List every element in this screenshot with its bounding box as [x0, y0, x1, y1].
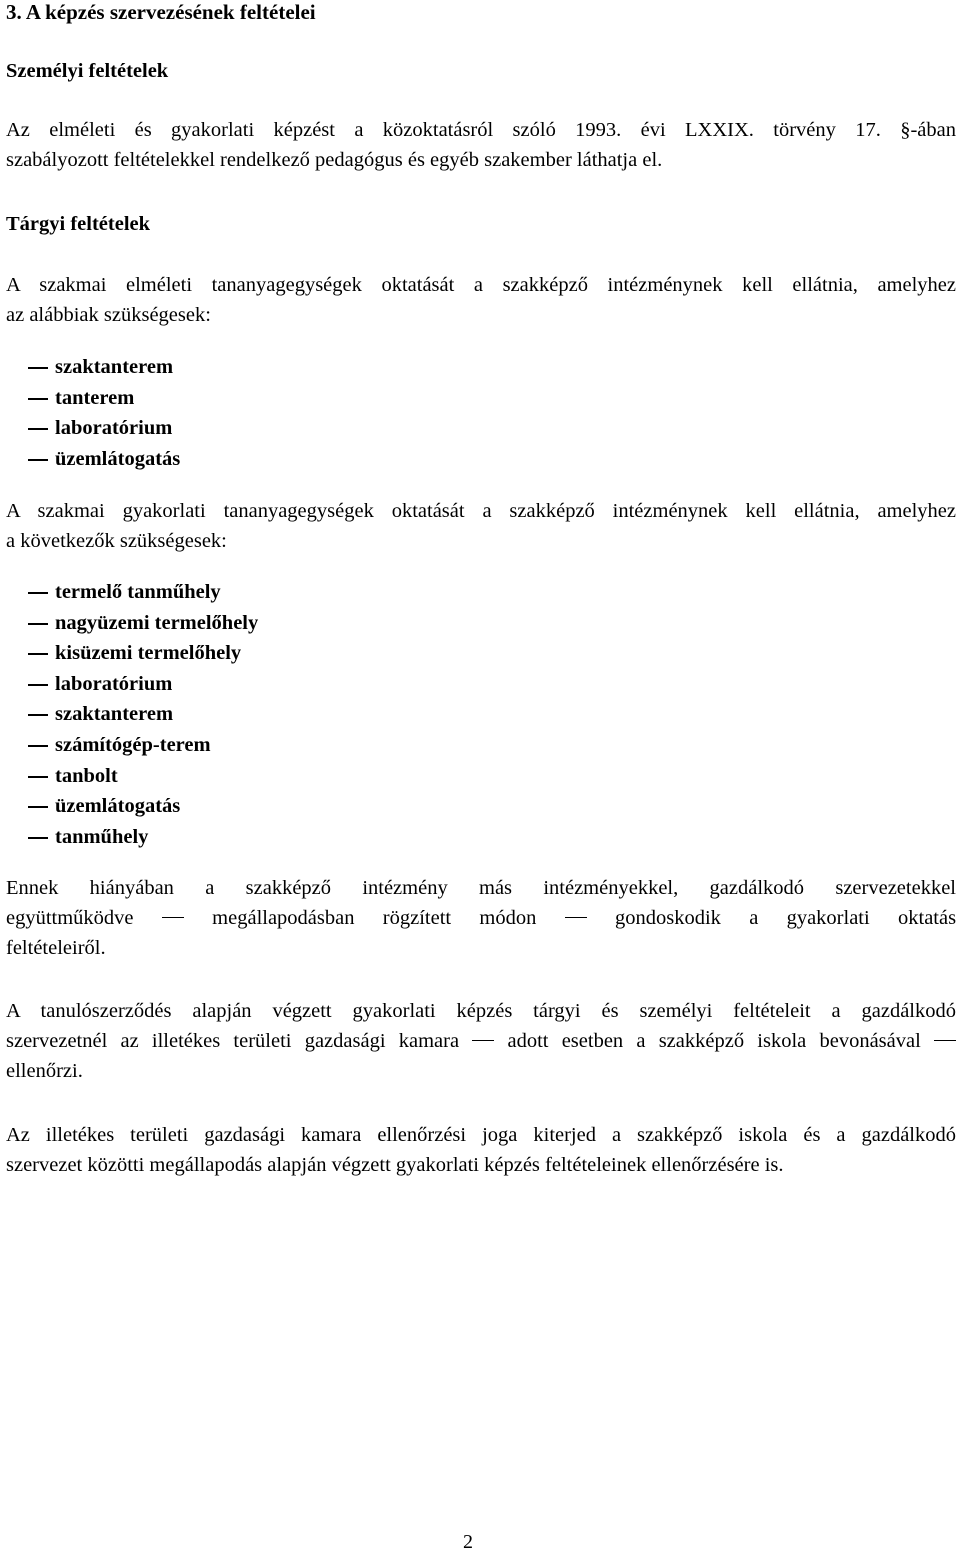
- paragraph-line: A tanulószerződés alapján végzett gyakorlati képzés tárgyi és személyi feltételeit a gazdálkodó: [6, 1000, 956, 1022]
- list-item: [28, 608, 258, 639]
- list-item: [28, 699, 258, 730]
- paragraph-line: Ennek hiányában a szakképző intézmény más intézményekkel, gazdálkodó szervezetekkel: [6, 877, 956, 899]
- line-segment: együttműködve: [6, 907, 134, 929]
- list-item: [28, 383, 180, 414]
- list-item-label: termelő tanműhely: [55, 581, 221, 603]
- list-item: [28, 822, 258, 853]
- paragraph-line: Az elméleti és gyakorlati képzést a közoktatásról szóló 1993. évi LXXIX. törvény 17. §-ában: [6, 119, 956, 141]
- dash-bullet-icon: [28, 653, 48, 655]
- list-item: [28, 444, 180, 475]
- dash-bullet-icon: [28, 623, 48, 625]
- section-title: 3. A képzés szervezésének feltételei: [6, 0, 316, 24]
- list-item-label: nagyüzemi termelőhely: [55, 611, 259, 634]
- list-item-label: tanműhely: [55, 825, 149, 848]
- list-item-label: kisüzemi termelőhely: [55, 642, 242, 665]
- chamber-inspection-paragraph: [6, 1120, 956, 1180]
- paragraph-line: szabályozott feltételekkel rendelkező pedagógus és egyéb szakember láthatja el.: [6, 149, 663, 171]
- list-item: [28, 730, 258, 761]
- list-item: [28, 669, 258, 700]
- dash-bullet-icon: [28, 714, 48, 716]
- list-item-label: üzemlátogatás: [55, 795, 181, 818]
- dash-bullet-icon: [28, 428, 48, 430]
- dash-bullet-icon: [28, 592, 48, 594]
- dash-bullet-icon: [28, 806, 48, 808]
- dash-separator-icon: [934, 1040, 956, 1041]
- list-item: [28, 761, 258, 792]
- line-segment: megállapodásban rögzített módon: [212, 907, 537, 929]
- paragraph-line: A szakmai elméleti tananyagegységek oktatását a szakképző intézménynek kell ellátnia, amelyhez: [6, 274, 956, 296]
- line-segment: szervezetnél az illetékes területi gazdasági kamara: [6, 1030, 460, 1052]
- list-item-label: számítógép-terem: [55, 733, 211, 756]
- paragraph-line: A szakmai gyakorlati tananyagegységek oktatását a szakképző intézménynek kell ellátnia, amelyhez: [6, 500, 956, 522]
- paragraph-line: szervezet közötti megállapodás alapján végzett gyakorlati képzés feltételeinek ellenőrzésére is.: [6, 1154, 784, 1176]
- dash-bullet-icon: [28, 837, 48, 839]
- paragraph-line: az alábbiak szükségesek:: [6, 304, 211, 326]
- list-item: [28, 577, 258, 608]
- paragraph-line: a következők szükségesek:: [6, 530, 227, 552]
- lack-of-facilities-paragraph: [6, 873, 956, 963]
- personal-conditions-paragraph: [6, 115, 956, 175]
- list-item: [28, 352, 180, 383]
- paragraph-line: feltételeiről.: [6, 937, 106, 959]
- dash-bullet-icon: [28, 459, 48, 461]
- theory-requirements-list: [28, 352, 180, 474]
- list-item-label: szaktanterem: [55, 356, 174, 378]
- list-item-label: szaktanterem: [55, 703, 174, 726]
- dash-bullet-icon: [28, 684, 48, 686]
- paragraph-line: Az illetékes területi gazdasági kamara ellenőrzési joga kiterjed a szakképző iskola és a gazdálkodó: [6, 1124, 956, 1146]
- page-number: 2: [463, 1531, 473, 1553]
- material-conditions-heading: Tárgyi feltételek: [6, 213, 151, 235]
- dash-separator-icon: [565, 917, 587, 918]
- personal-conditions-heading: Személyi feltételek: [6, 60, 169, 82]
- dash-bullet-icon: [28, 776, 48, 778]
- dash-separator-icon: [162, 917, 184, 918]
- list-item-label: tanbolt: [55, 764, 118, 787]
- practice-requirements-list: [28, 577, 258, 852]
- paragraph-line: ellenőrzi.: [6, 1060, 83, 1082]
- list-item: [28, 413, 180, 444]
- dash-bullet-icon: [28, 745, 48, 747]
- list-item-label: tanterem: [55, 386, 135, 409]
- dash-separator-icon: [472, 1040, 494, 1041]
- list-item: [28, 638, 258, 669]
- theory-intro-paragraph: [6, 270, 956, 330]
- list-item: [28, 791, 258, 822]
- dash-bullet-icon: [28, 367, 48, 369]
- line-segment: adott esetben a szakképző iskola bevonásával: [507, 1030, 921, 1052]
- list-item-label: laboratórium: [55, 672, 173, 695]
- dash-bullet-icon: [28, 398, 48, 400]
- list-item-label: üzemlátogatás: [55, 447, 181, 470]
- paragraph-line: [6, 1026, 956, 1056]
- list-item-label: laboratórium: [55, 417, 173, 440]
- practice-intro-paragraph: [6, 496, 956, 556]
- paragraph-line: [6, 903, 956, 933]
- line-segment: gondoskodik a gyakorlati oktatás: [614, 907, 957, 929]
- apprenticeship-contract-paragraph: [6, 996, 956, 1086]
